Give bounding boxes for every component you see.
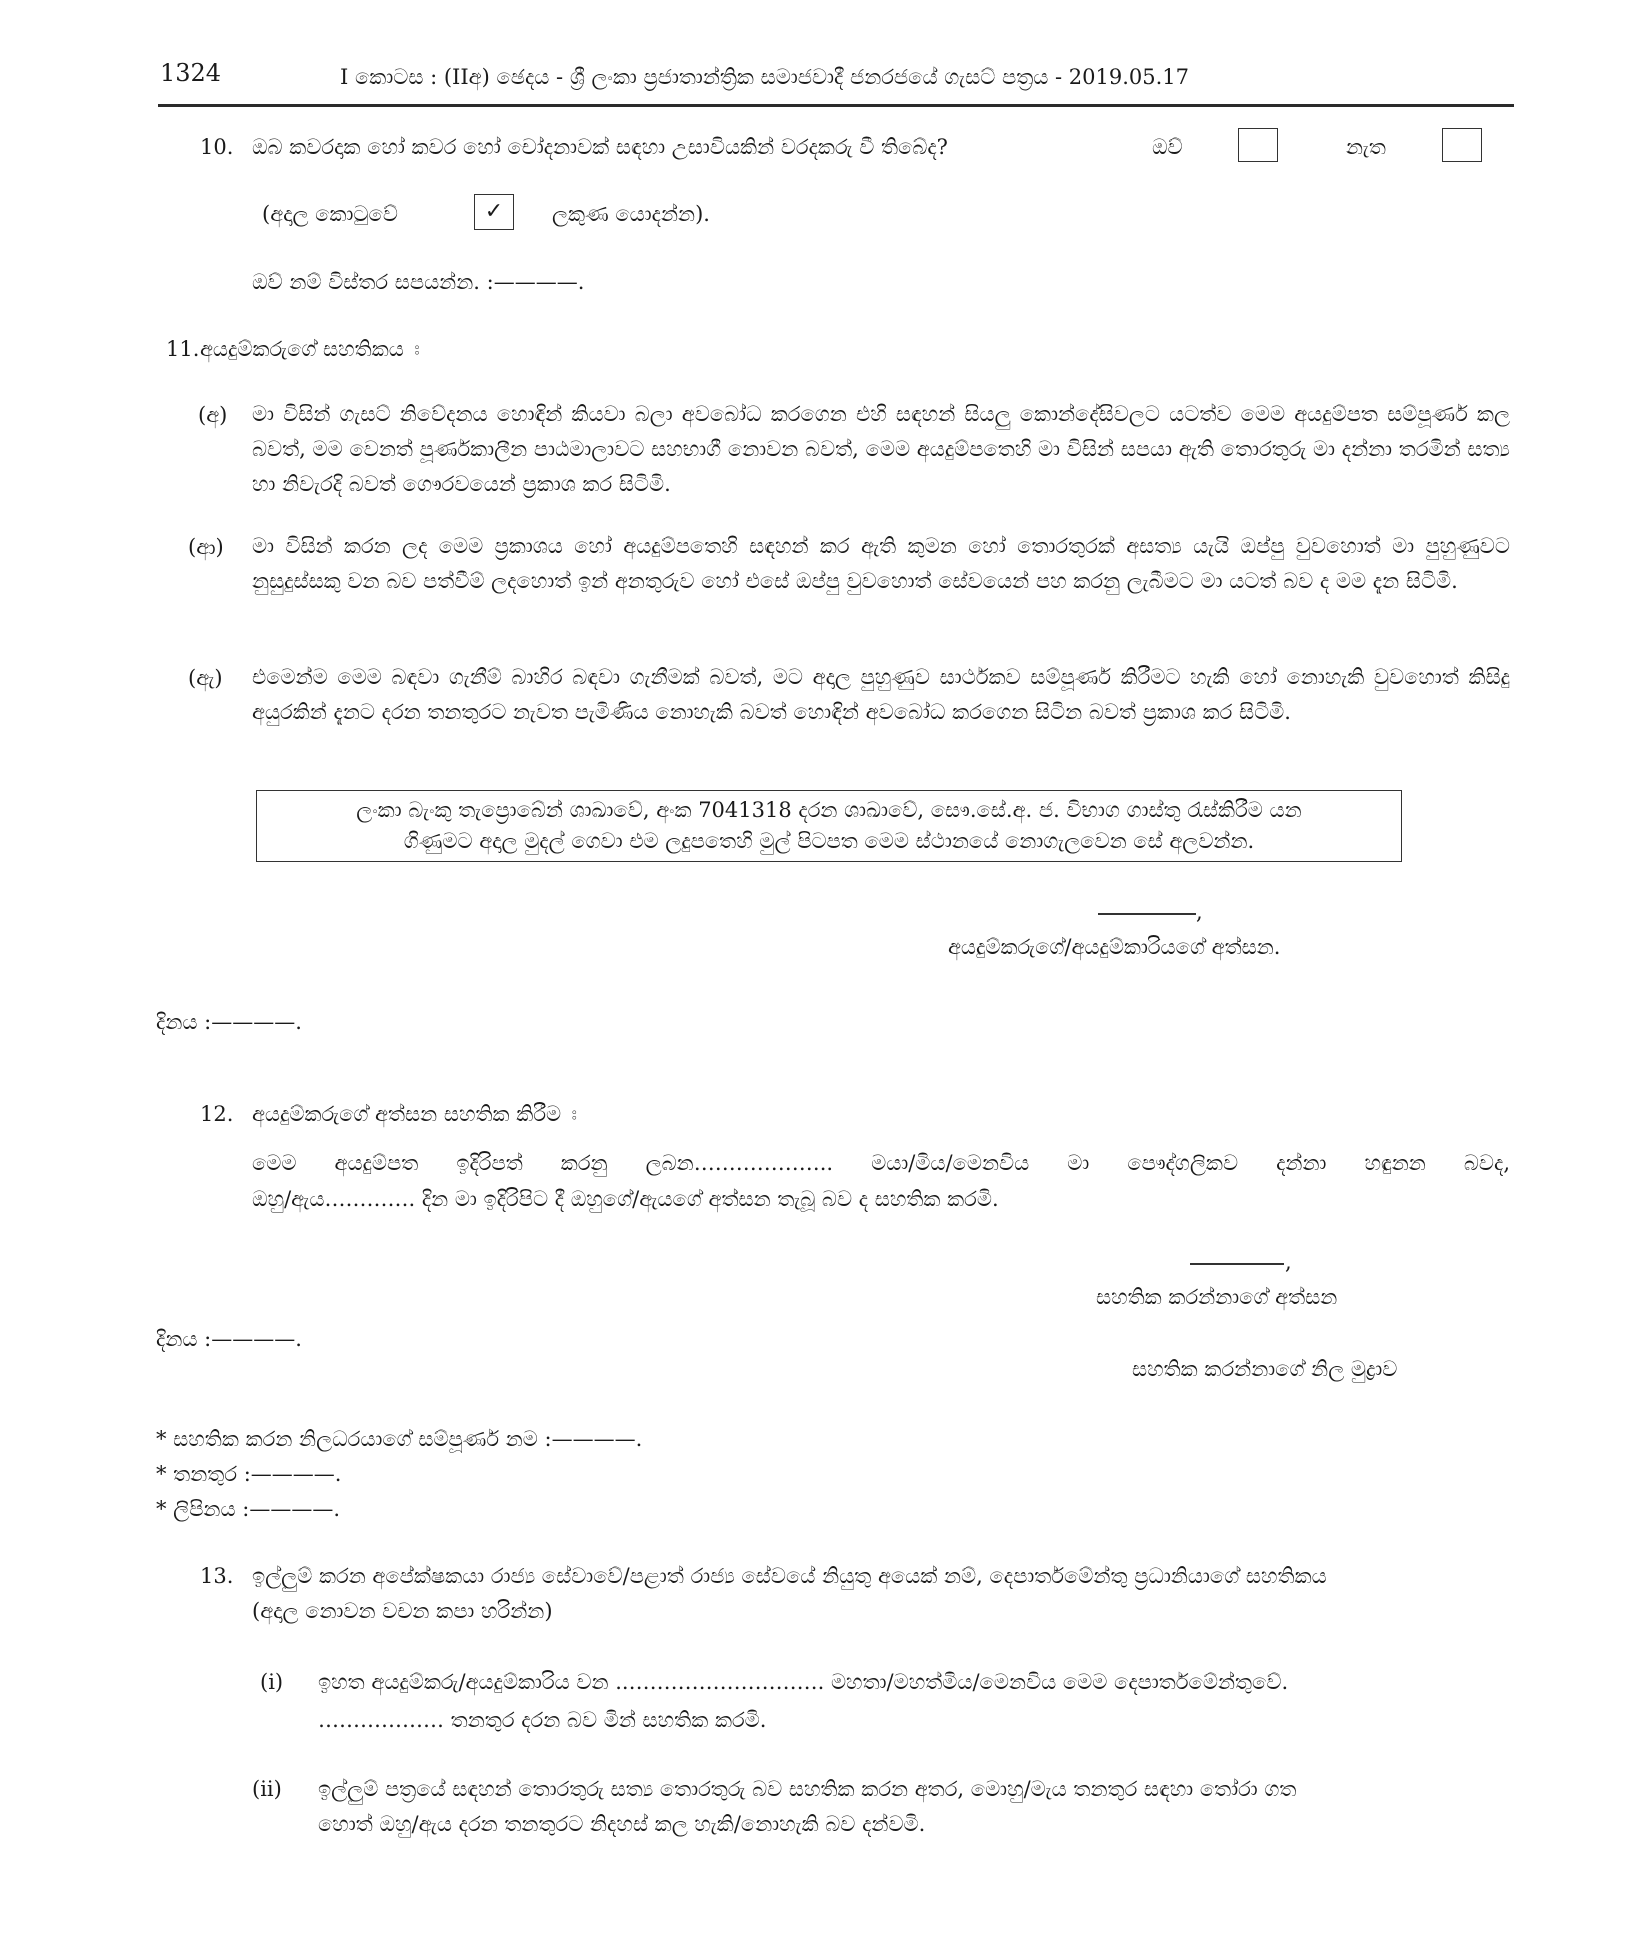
q12-title: අයදුම්කරුගේ අත්සන සහතික කිරීම ඃ	[252, 1102, 577, 1126]
certifier-full-name: * සහතික කරන නිලධරයාගේ සම්පූර්ණ නම :————.	[156, 1427, 643, 1451]
q11-number: 11.	[166, 337, 200, 361]
certifier-signature-label: සහතික කරන්නාගේ අත්සන	[1096, 1285, 1338, 1309]
applicant-signature-label: අයදුම්කරුගේ/අයදුම්කාරියගේ අත්සන.	[948, 935, 1281, 959]
q13-number: 13.	[200, 1564, 234, 1588]
certifier-signature-line	[1190, 1263, 1284, 1265]
q10-no-label: නැත	[1346, 135, 1386, 159]
q12-number: 12.	[200, 1102, 234, 1126]
q11-a-text: මා විසින් ගැසට් නිවේදනය හොඳින් කියවා බලා අවබෝධ කරගෙන එහි සඳහන් සියලු කොන්දේසිවලට යටත්ව මෙම අයදුම්පත සම්පූර්ණ කල බවත්, මම වෙනත් පූර්ණකාලීන පාඨමාලාවට සහභාගී නොවන බවත්, මෙම අයදුම්පතෙහි මා විසින් සපයා ඇති තොරතුරු මා දන්නා තරමින් සත්‍ය හා නිවැරදි බවත් ගෞරවයෙන් ප්‍රකාශ කර සිටිමි.	[252, 402, 1510, 496]
q10-details: ඔව් නම් විස්තර සපයන්න. :————.	[252, 270, 585, 294]
applicant-signature-line	[1098, 913, 1196, 915]
certifier-designation: * තනතුර :————.	[156, 1462, 342, 1486]
q13-title-line2: (අදාල නොවන වචන කපා හරින්න)	[252, 1599, 553, 1623]
q13-i-line2: ……………… තනතුර දරන බව මින් සහතික කරමි.	[318, 1708, 767, 1732]
receipt-instruction-line2: ගිණුමට අදාල මුදල් ගෙවා එම ලදුපතෙහි මුල් පිටපත මෙම ස්ථානයේ නොගැලවෙන සේ අලවන්න.	[403, 829, 1255, 853]
applicant-signature-comma: ,	[1196, 900, 1203, 924]
q11-c-label: (ඇ)	[188, 666, 223, 690]
q11-date: දිනය :————.	[156, 1010, 302, 1034]
gazette-title: I කොටස : (IIඅ) ඡෙදය - ශ්‍රී ලංකා ප්‍රජාතාන්ත්‍රික සමාජවාදී ජනරජයේ ගැසට් පත්‍රය - 2019.05.17	[340, 65, 1190, 89]
q10-number: 10.	[200, 135, 234, 159]
q10-yes-checkbox[interactable]	[1238, 128, 1278, 162]
receipt-paste-box	[256, 790, 1402, 862]
q12-date: දිනය :————.	[156, 1327, 302, 1351]
q10-question: ඔබ කවරදාක හෝ කවර හෝ චෝදනාවක් සඳහා උසාවියකින් වරදකරු වී තිබේද?	[252, 135, 948, 159]
q13-ii-line2: හොත් ඔහු/ඇය දරන තනතුරට නිදහස් කල හැකි/නොහැකි බව දන්වමි.	[318, 1812, 926, 1836]
q12-line2: ඔහු/ඇය…………. දින මා ඉදිරිපිට දී ඔහුගේ/ඇයගේ අත්සන තැබූ බව ද සහතික කරමි.	[252, 1187, 999, 1211]
q10-no-checkbox[interactable]	[1442, 128, 1482, 162]
header-rule	[158, 104, 1514, 107]
q11-b-label: (ආ)	[188, 535, 224, 559]
q11-a-label: (අ)	[198, 403, 228, 427]
q11-title: අයදුම්කරුගේ සහතිකය ඃ	[200, 337, 420, 361]
q11-b-text: මා විසින් කරන ලද මෙම ප්‍රකාශය හෝ අයදුම්පතෙහි සඳහන් කර ඇති කුමන හෝ තොරතුරක් අසත්‍ය යැයි ඔප්පු වුවහොත් මා පුහුණුවට නුසුදුස්සකු වන බව පත්වීම් ලදහොත් ඉන් අනතුරුව හෝ එසේ ඔප්පු වුවහොත් සේවයෙන් පහ කරනු ලැබීමට මා යටත් බව ද මම දැන සිටිමි.	[252, 534, 1510, 593]
q13-i-label: (i)	[260, 1670, 284, 1694]
q12-line1: මෙම අයදුම්පත ඉදිරිපත් කරනු ලබන……………….. මයා/මිය/මෙනවිය මා පෞද්ගලිකව දන්නා හඳුනන බවද,	[252, 1151, 1510, 1175]
q10-instruction-before: (අදාල කොටුවේ	[262, 202, 398, 226]
q10-instruction-after: ලකුණ යොදන්න).	[552, 202, 710, 226]
tick-example-box	[474, 194, 514, 230]
q10-yes-label: ඔව්	[1152, 135, 1183, 159]
q11-c-text: එමෙන්ම මෙම බඳවා ගැනීම් බාහිර බඳවා ගැනීමක් බවත්, මට අදාල පුහුණුව සාර්ථකව සම්පූර්ණ කිරීමට හැකි හෝ නොහැකි වුවහොත් කිසිදු අයුරකින් දැනට දරන තනතුරට නැවත පැමිණිය නොහැකි බවත් හොඳින් අවබෝධ කරගෙන සිටින බවත් ප්‍රකාශ කර සිටිමි.	[252, 665, 1510, 724]
q13-ii-line1: ඉල්ලුම් පත්‍රයේ සඳහන් තොරතුරු සත්‍ය තොරතුරු බව සහතික කරන අතර, මොහු/මැය තනතුර සඳහා තෝරා ගත	[318, 1777, 1297, 1801]
q13-title-line1: ඉල්ලුම් කරන අපේක්ෂකයා රාජ්‍ය සේවාවේ/පළාත් රාජ්‍ය සේවයේ නියුතු අයෙක් නම්, දෙපාර්තමේන්තු ප්‍රධානියාගේ සහතිකය	[252, 1564, 1327, 1588]
q13-ii-label: (ii)	[252, 1777, 282, 1801]
q13-i-line1: ඉහත අයදුම්කරු/අයදුම්කාරිය වන ..………………………. මහතා/මහත්මිය/මෙනවිය මෙම දෙපාර්තමේන්තුවේ.	[318, 1670, 1289, 1694]
page-number: 1324	[160, 59, 222, 87]
receipt-instruction-line1: ලංකා බැංකු තැප්‍රොබේන් ශාඛාවේ, අංක 7041318 දරන ශාඛාවේ, සෞ.සේ.අ. ජ. විභාග ගාස්තු රැස්කිරීම යන	[356, 798, 1302, 822]
certifier-seal-label: සහතික කරන්නාගේ නිල මුද්‍රාව	[1132, 1357, 1398, 1381]
certifier-signature-comma: ,	[1285, 1250, 1292, 1274]
tick-icon: ✓	[484, 199, 504, 224]
certifier-address: * ලිපිනය :————.	[156, 1497, 340, 1521]
